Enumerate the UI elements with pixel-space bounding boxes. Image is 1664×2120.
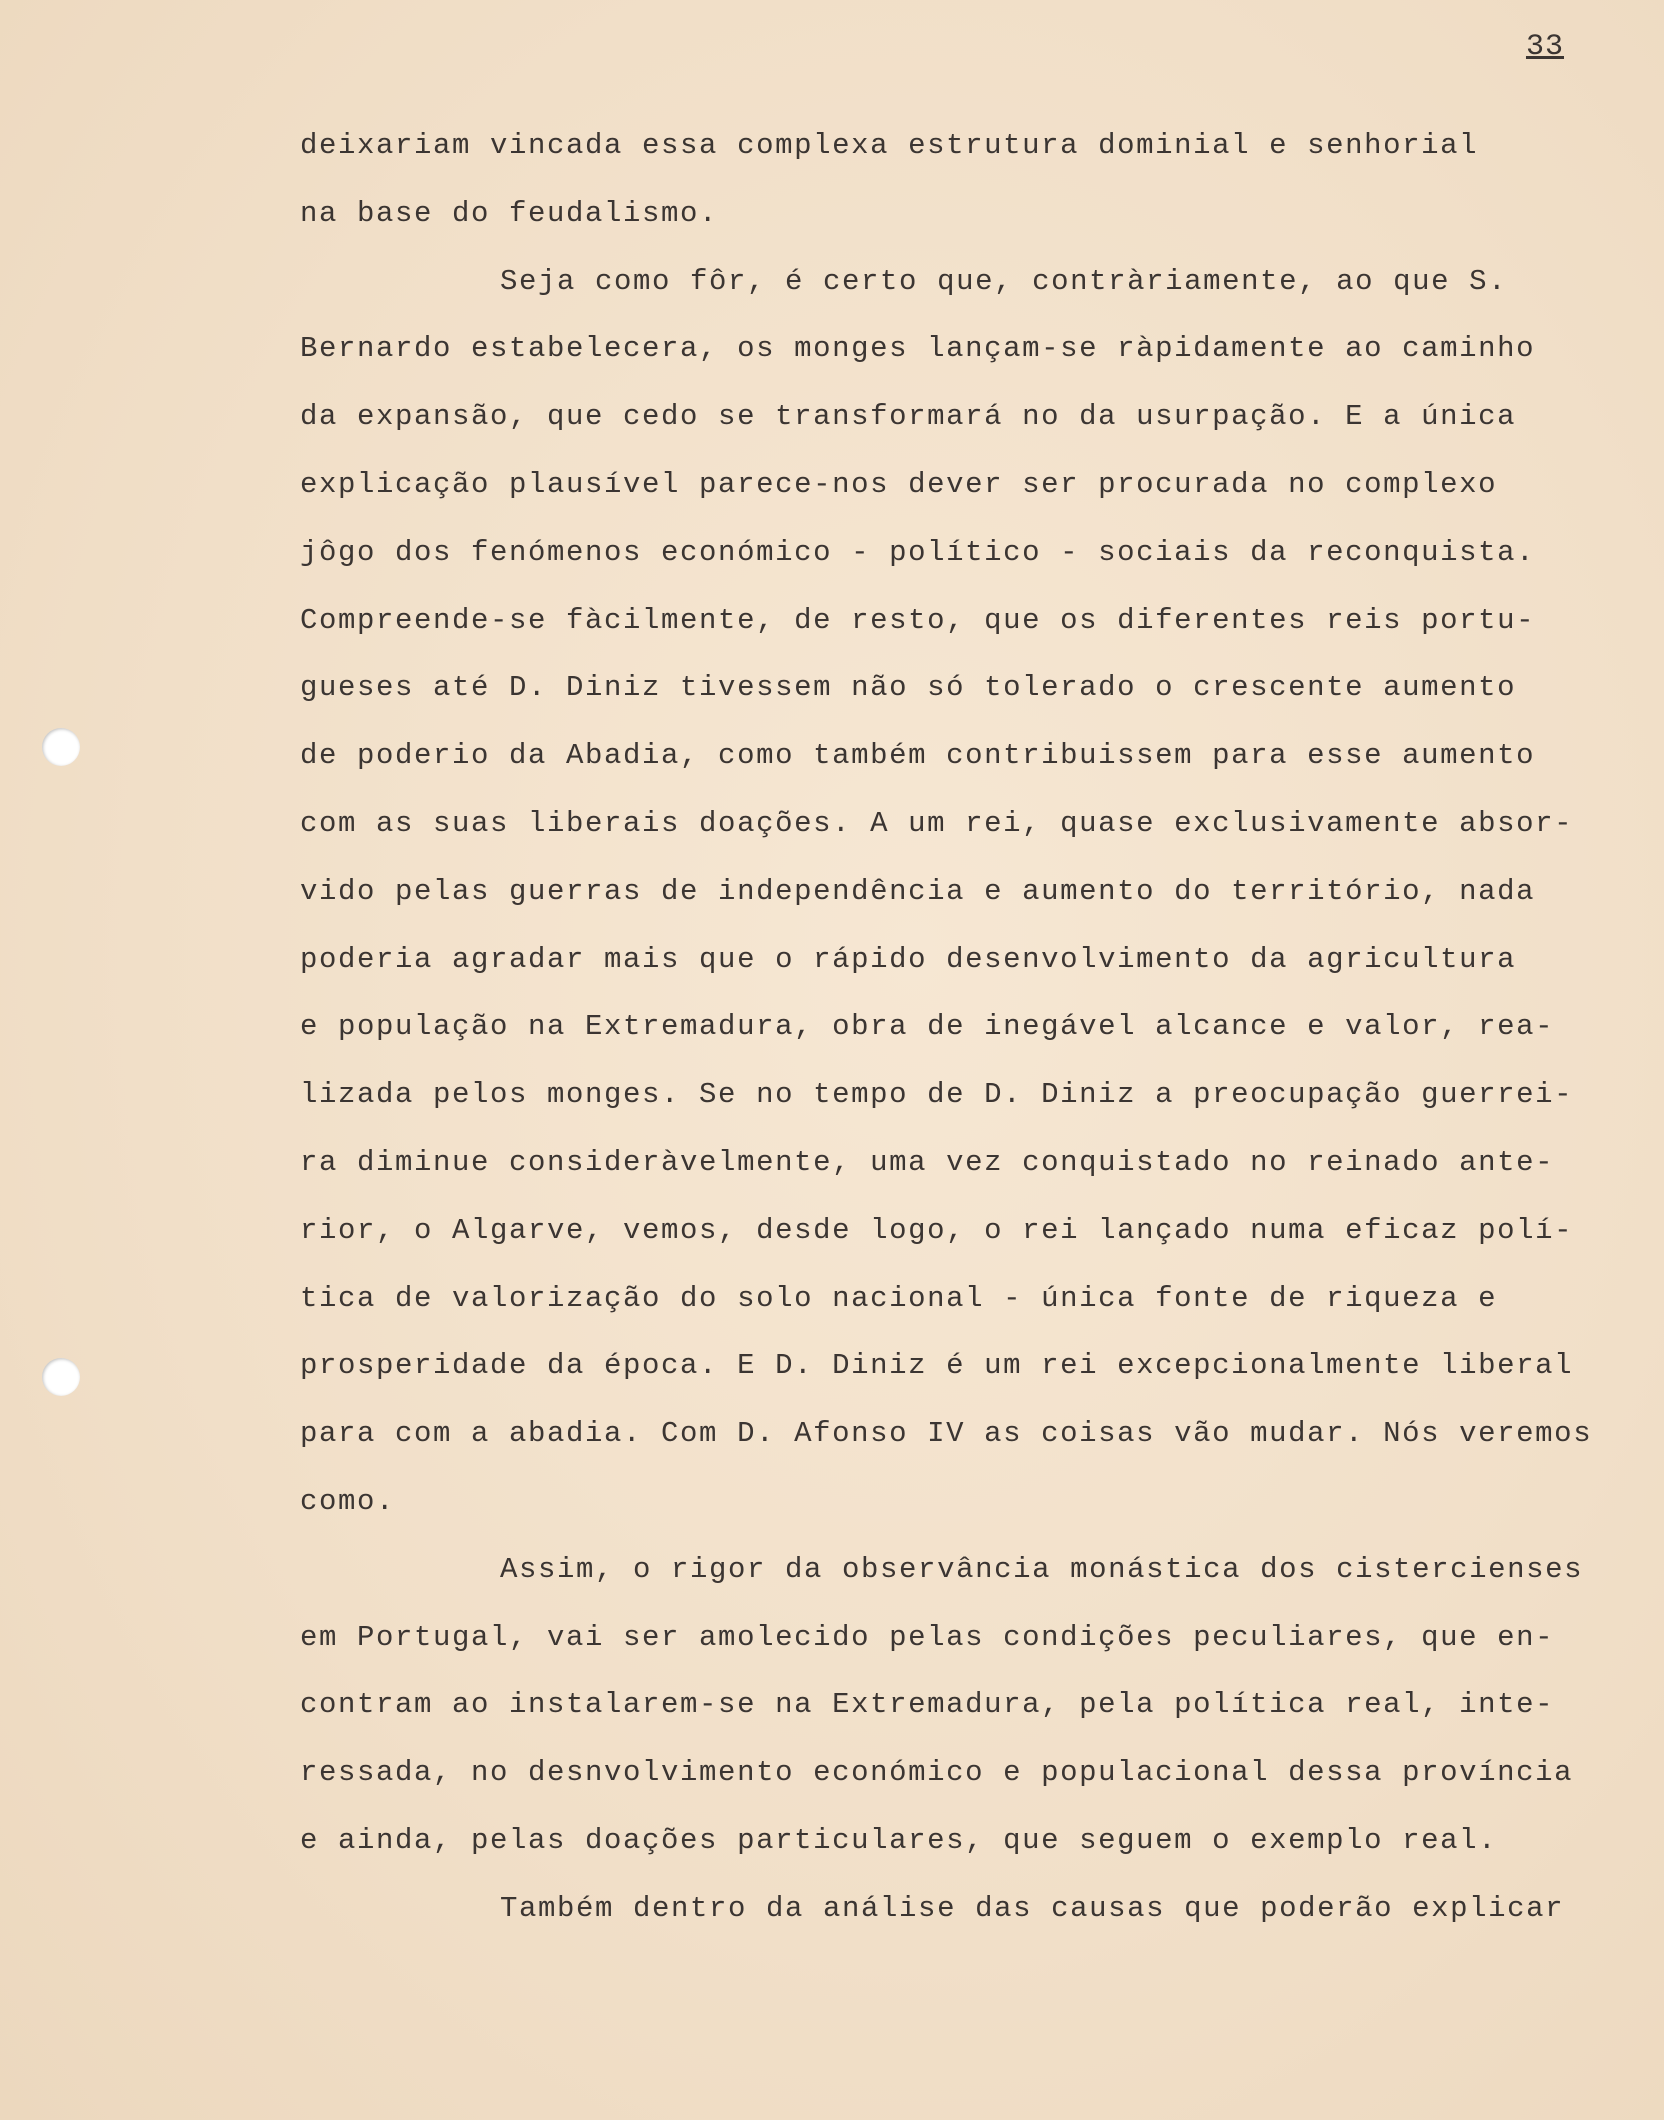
punch-hole <box>42 728 80 766</box>
text-line: jôgo dos fenómenos económico - político - sociais da reconquista. <box>300 535 1536 569</box>
text-line: ra diminue consideràvelmente, uma vez conquistado no reinado ante- <box>300 1145 1555 1179</box>
text-line: para com a abadia. Com D. Afonso IV as coisas vão mudar. Nós veremos <box>300 1417 1593 1451</box>
text-line: tica de valorização do solo nacional - única fonte de riqueza e <box>300 1281 1498 1315</box>
text-line: com as suas liberais doações. A um rei, quase exclusivamente absor- <box>300 806 1574 840</box>
text-line: ressada, no desnvolvimento económico e populacional dessa província <box>300 1756 1574 1790</box>
text-line: contram ao instalarem-se na Extremadura, pela política real, inte- <box>300 1688 1555 1722</box>
text-line: Também dentro da análise das causas que poderão explicar <box>500 1891 1565 1925</box>
text-line: em Portugal, vai ser amolecido pelas condições peculiares, que en- <box>300 1620 1555 1654</box>
text-line: vido pelas guerras de independência e aumento do território, nada <box>300 874 1536 908</box>
text-line: lizada pelos monges. Se no tempo de D. Diniz a preocupação guerrei- <box>300 1078 1574 1112</box>
text-line: Bernardo estabelecera, os monges lançam-se ràpidamente ao caminho <box>300 332 1536 366</box>
text-line: de poderio da Abadia, como também contribuissem para esse aumento <box>300 739 1536 773</box>
text-line: rior, o Algarve, vemos, desde logo, o rei lançado numa eficaz polí- <box>300 1213 1574 1247</box>
typed-text-body <box>300 112 1645 1943</box>
text-line: gueses até D. Diniz tivessem não só tolerado o crescente aumento <box>300 671 1517 705</box>
text-line: prosperidade da época. E D. Diniz é um rei excepcionalmente liberal <box>300 1349 1574 1383</box>
text-line: deixariam vincada essa complexa estrutura dominial e senhorial <box>300 129 1479 162</box>
punch-hole <box>42 1358 80 1396</box>
page-number: 33 <box>1525 30 1564 64</box>
text-line: explicação plausível parece-nos dever ser procurada no complexo <box>300 467 1498 501</box>
text-line: Compreende-se fàcilmente, de resto, que os diferentes reis portu- <box>300 603 1536 637</box>
text-line: Seja como fôr, é certo que, contràriamente, ao que S. <box>500 264 1508 298</box>
text-line: poderia agradar mais que o rápido desenvolvimento da agricultura <box>300 942 1517 976</box>
text-line: na base do feudalismo. <box>300 196 719 230</box>
text-line: da expansão, que cedo se transformará no da usurpação. E a única <box>300 400 1517 434</box>
text-line: como. <box>300 1484 396 1518</box>
text-line: e ainda, pelas doações particulares, que seguem o exemplo real. <box>300 1823 1498 1857</box>
text-line: Assim, o rigor da observância monástica dos cistercienses <box>500 1552 1584 1586</box>
text-line: e população na Extremadura, obra de inegável alcance e valor, rea- <box>300 1010 1555 1044</box>
